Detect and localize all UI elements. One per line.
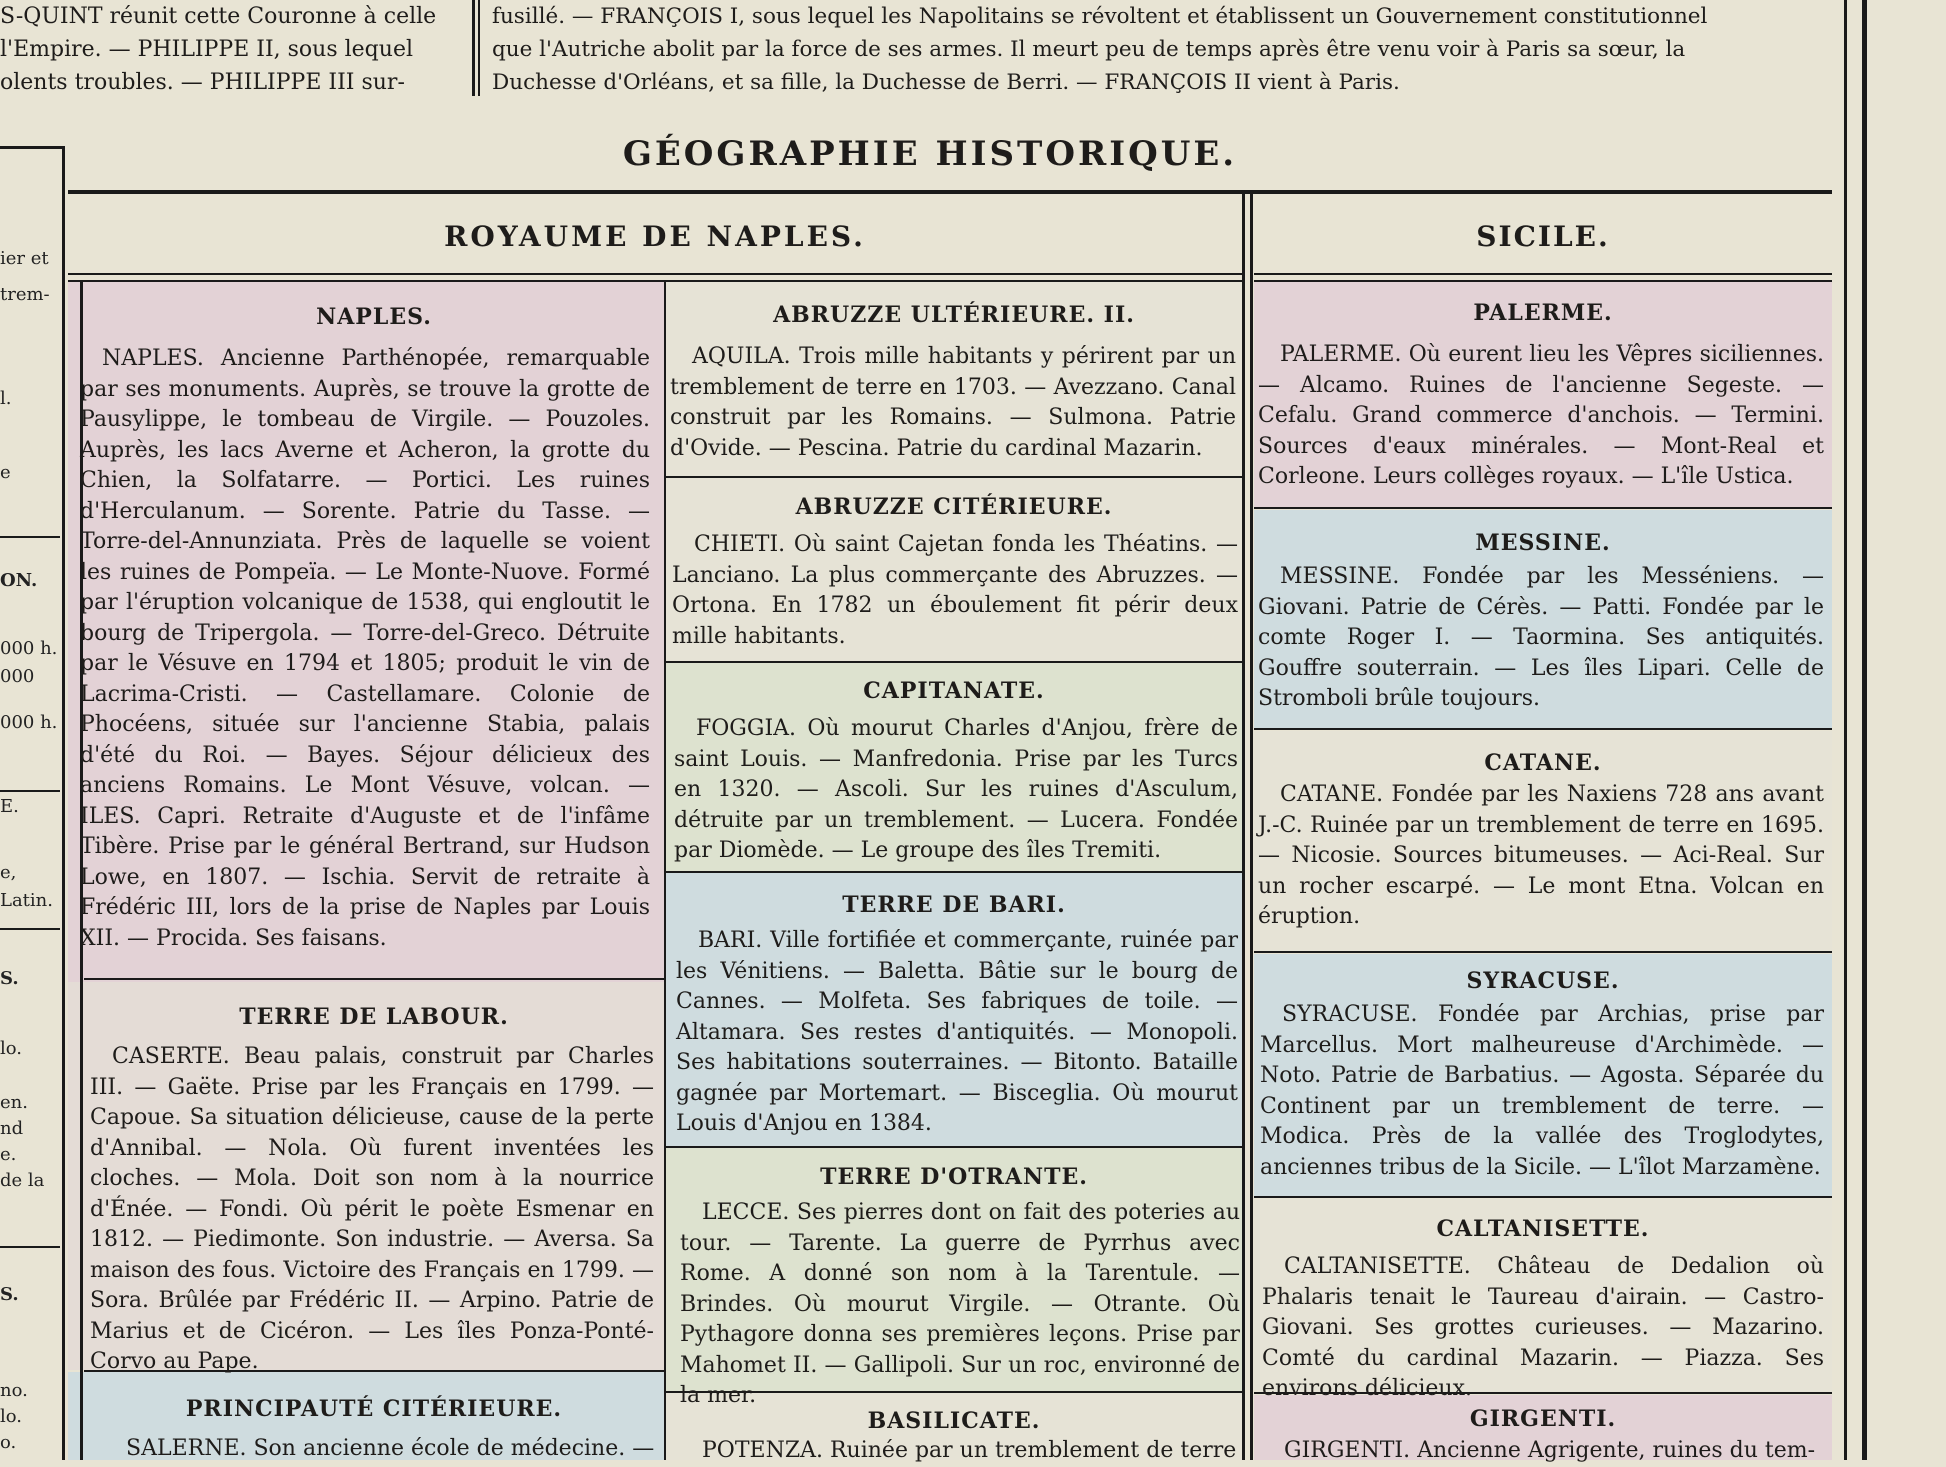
- rule-left-box-top: [0, 146, 64, 149]
- section-title-principaute: PRINCIPAUTÉ CITÉRIEURE.: [185, 1396, 563, 1422]
- margin-fragment: lo.: [0, 1406, 22, 1427]
- main-title: GÉOGRAPHIE HISTORIQUE.: [622, 134, 1238, 174]
- rule-left-box-side: [62, 146, 65, 1460]
- section-text-capitanate: FOGGIA. Où mourut Charles d'Anjou, frère de saint Louis. — Manfredonia. Prise par les Turcs en 1320. — Ascoli. Sur les ruines d'Asculum, détruite par un tremblement. — Lucera. Fondée par Diomède. — Le groupe des îles Tremiti.: [674, 716, 1238, 863]
- margin-fragment: ier et: [0, 248, 49, 269]
- top-left-line: l'Empire. — PHILIPPE II, sous lequel: [0, 37, 413, 62]
- section-title-palerme: PALERME.: [1473, 300, 1613, 326]
- section-title-caltanisette: CALTANISETTE.: [1436, 1216, 1650, 1242]
- margin-fragment: no.: [0, 1380, 28, 1401]
- top-left-line: S-QUINT réunit cette Couronne à celle: [0, 4, 437, 29]
- section-text-syracuse: SYRACUSE. Fondée par Archias, prise par Marcellus. Mort malheureuse d'Archimède. — Noto. Patrie de Barbatius. — Agosta. Séparée du Continent par un tremblement de terre. — Modica. Près de la vallée des Troglodytes, anciennes tribus de la Sicile. — L'îlot Marzamène.: [1260, 1002, 1824, 1180]
- section-title-abruzze-cit: ABRUZZE CITÉRIEURE.: [795, 494, 1113, 520]
- margin-fragment: l.: [0, 388, 12, 409]
- margin-fragment: en.: [0, 1092, 28, 1113]
- rule-right-border: [1844, 0, 1847, 1460]
- margin-fragment: ON.: [0, 570, 38, 591]
- section-title-labour: TERRE DE LABOUR.: [239, 1004, 509, 1030]
- section-title-messine: MESSINE.: [1475, 530, 1611, 556]
- section-text-bari: BARI. Ville fortifiée et commerçante, ruinée par les Vénitiens. — Baletta. Bâtie sur le bourg de Cannes. — Molfeta. Ses fabriques de toile. — Altamara. Ses restes d'antiquités. — Monopoli. Ses habitations souterraines. — Bitonto. Bataille gagnée par Mortemart. — Bisceglia. Où mourut Louis d'Anjou en 1384.: [676, 928, 1238, 1136]
- rule-bari-end: [666, 1146, 1242, 1148]
- rule-catane-end: [1254, 951, 1832, 953]
- section-text-messine: MESSINE. Fondée par les Messéniens. — Giovani. Patrie de Cérès. — Patti. Fondée par le comte Roger I. — Taormina. Ses antiquités. Gouffre souterrain. — Les îles Lipari. Celle de Stromboli brûle toujours.: [1258, 564, 1824, 711]
- section-text-catane: CATANE. Fondée par les Naxiens 728 ans avant J.-C. Ruinée par un tremblement de terre en 1695. — Nicosie. Sources bitumeuses. — Aci-Real. Sur un rocher escarpé. — Le mont Etna. Volcan en éruption.: [1258, 782, 1824, 929]
- section-text-basilicate: POTENZA. Ruinée par un tremblement de terre: [702, 1438, 1237, 1463]
- section-title-bari: TERRE DE BARI.: [842, 892, 1066, 918]
- rule-abruzze2-end: [666, 476, 1242, 478]
- margin-fragment: Latin.: [0, 890, 53, 911]
- rule-syracuse-end: [1254, 1196, 1832, 1198]
- section-text-palerme: PALERME. Où eurent lieu les Vêpres siciliennes. — Alcamo. Ruines de l'ancienne Segeste. — Cefalu. Grand commerce d'anchois. — Termini. Sources d'eaux minérales. — Mont-Real et Corleone. Leurs collèges royaux. — L'île Ustica.: [1258, 342, 1824, 489]
- section-title-naples: NAPLES.: [316, 304, 432, 330]
- section-title-basilicate: BASILICATE.: [867, 1408, 1041, 1434]
- rule-left-margin-1: [0, 536, 60, 538]
- section-text-caltanisette: CALTANISETTE. Château de Dedalion où Phalaris tenait le Taureau d'airain. — Castro-Giovani. Ses grottes curieuses. — Mazarino. Comté du cardinal Mazarin. — Piazza. Ses environs délicieux.: [1262, 1254, 1824, 1401]
- rule-right-border-2: [1862, 0, 1867, 1460]
- rule-left-margin-2: [0, 790, 60, 792]
- top-right-text: [492, 0, 1842, 99]
- rule-capitanate-end: [666, 871, 1242, 873]
- margin-fragment: nd: [0, 1118, 24, 1139]
- margin-fragment: 000 h.: [0, 712, 58, 733]
- section-text-abruzze2: AQUILA. Trois mille habitants y périrent par un tremblement de terre en 1703. — Avezzano. Canal construit par les Romains. — Sulmona. Patrie d'Ovide. — Pescina. Patrie du cardinal Mazarin.: [670, 344, 1236, 461]
- rule-top-divider: [472, 0, 475, 96]
- margin-fragment: e.: [0, 1144, 17, 1165]
- rule-column-divider-2: [1250, 194, 1253, 1460]
- section-text-girgenti: GIRGENTI. Ancienne Agrigente, ruines du tem-: [1284, 1438, 1816, 1463]
- margin-fragment: 000 h.: [0, 638, 58, 659]
- rule-naples-top: [68, 273, 1242, 275]
- margin-fragment: 000: [0, 666, 35, 687]
- margin-fragment: o.: [0, 1432, 17, 1453]
- rule-palerme-end: [1254, 507, 1832, 509]
- section-title-abruzze2: ABRUZZE ULTÉRIEURE. II.: [773, 302, 1135, 328]
- section-title-girgenti: GIRGENTI.: [1469, 1406, 1617, 1432]
- section-title-syracuse: SYRACUSE.: [1466, 968, 1620, 994]
- rule-sicile-top-2: [1254, 280, 1832, 282]
- section-text-labour: CASERTE. Beau palais, construit par Charles III. — Gaëte. Prise par les Français en 1799. — Capoue. Sa situation délicieuse, cause de la perte d'Annibal. — Nola. Où furent inventées les cloches. — Mola. Doit son nom à la nourrice d'Énée. — Fondi. Où périt le poète Esmenar en 1812. — Piedimonte. Son industrie. — Aversa. Sa maison des fous. Victoire des Français en 1799. — Sora. Brûlée par Frédéric II. — Arpino. Patrie de Marius et de Cicéron. — Les îles Ponza-Ponté-Corvo au Pape.: [90, 1044, 654, 1374]
- margin-fragment: S.: [0, 1284, 19, 1305]
- rule-left-margin-4: [0, 1246, 60, 1248]
- margin-fragment: E.: [0, 796, 19, 817]
- section-title-catane: CATANE.: [1484, 750, 1602, 776]
- margin-fragment: de la: [0, 1170, 45, 1191]
- top-left-line: olents troubles. — PHILIPPE III sur-: [0, 70, 405, 95]
- rule-title-under: [68, 190, 1832, 194]
- section-text-naples: NAPLES. Ancienne Parthénopée, remarquable par ses monuments. Auprès, se trouve la grotte de Pausylippe, le tombeau de Virgile. — Pouzoles. Auprès, les lacs Averne et Acheron, la grotte du Chien, la Solfatarre. — Portici. Les ruines d'Herculanum. — Sorente. Patrie du Tasse. — Torre-del-Annunziata. Près de laquelle se voient les ruines de Pompeïa. — Le Monte-Nuove. Formé par l'éruption volcanique de 1538, qui engloutit le bourg de Tripergola. — Torre-del-Greco. Détruite par le Vésuve en 1794 et 1805; produit le vin de Lacrima-Cristi. — Castellamare. Colonie de Phocéens, située sur l'ancienne Stabia, palais d'été du Roi. — Bayes. Séjour délicieux des anciens Romains. Le Mont Vésuve, volcan. — ILES. Capri. Retraite d'Auguste et de l'infâme Tibère. Prise par le général Bertrand, sur Hudson Lowe, en 1807. — Ischia. Servit de retraite à Frédéric III, lors de la prise de Naples par Louis XII. — Procida. Ses faisans.: [80, 346, 650, 951]
- top-left-text: [0, 0, 466, 99]
- top-right-line: Duchesse d'Orléans, et sa fille, la Duchesse de Berri. — FRANÇOIS II vient à Paris.: [492, 70, 1400, 95]
- naples-kingdom-title: ROYAUME DE NAPLES.: [444, 220, 866, 253]
- top-right-line: que l'Autriche abolit par la force de ses armes. Il meurt peu de temps après être venu voir à Paris sa sœur, la: [492, 37, 1686, 62]
- margin-fragment: lo.: [0, 1038, 22, 1059]
- rule-messine-end: [1254, 728, 1832, 730]
- top-right-line: fusillé. — FRANÇOIS I, sous lequel les Napolitains se révoltent et établissent un Gouvernement constitutionnel: [492, 4, 1708, 29]
- sicile-title: SICILE.: [1476, 220, 1610, 253]
- section-title-capitanate: CAPITANATE.: [863, 678, 1045, 704]
- section-text-otrante: LECCE. Ses pierres dont on fait des poteries au tour. — Tarente. La guerre de Pyrrhus avec Rome. A donné son nom à la Tarentule. — Brindes. Où mourut Virgile. — Otrante. Où Pythagore donna ses premières leçons. Prise par Mahomet II. — Gallipoli. Sur un roc, environné de la mer.: [680, 1200, 1240, 1408]
- rule-column-divider: [1242, 194, 1245, 1460]
- rule-abruzze-cit-end: [666, 661, 1242, 663]
- rule-naples-end: [84, 978, 664, 980]
- margin-fragment: trem-: [0, 284, 50, 305]
- section-title-otrante: TERRE D'OTRANTE.: [820, 1164, 1088, 1190]
- rule-sicile-top: [1254, 273, 1832, 275]
- section-text-principaute: SALERNE. Son ancienne école de médecine. —: [126, 1436, 655, 1461]
- margin-fragment: e: [0, 462, 11, 483]
- section-text-abruzze-cit: CHIETI. Où saint Cajetan fonda les Théatins. — Lanciano. La plus commerçante des Abruzzes. — Ortona. En 1782 un éboulement fit périr deux mille habitants.: [672, 532, 1238, 649]
- rule-left-margin-3: [0, 928, 60, 930]
- margin-fragment: e,: [0, 862, 17, 883]
- rule-top-divider-2: [478, 0, 480, 96]
- rule-naples-top-2: [68, 280, 1242, 282]
- margin-fragment: S.: [0, 968, 19, 989]
